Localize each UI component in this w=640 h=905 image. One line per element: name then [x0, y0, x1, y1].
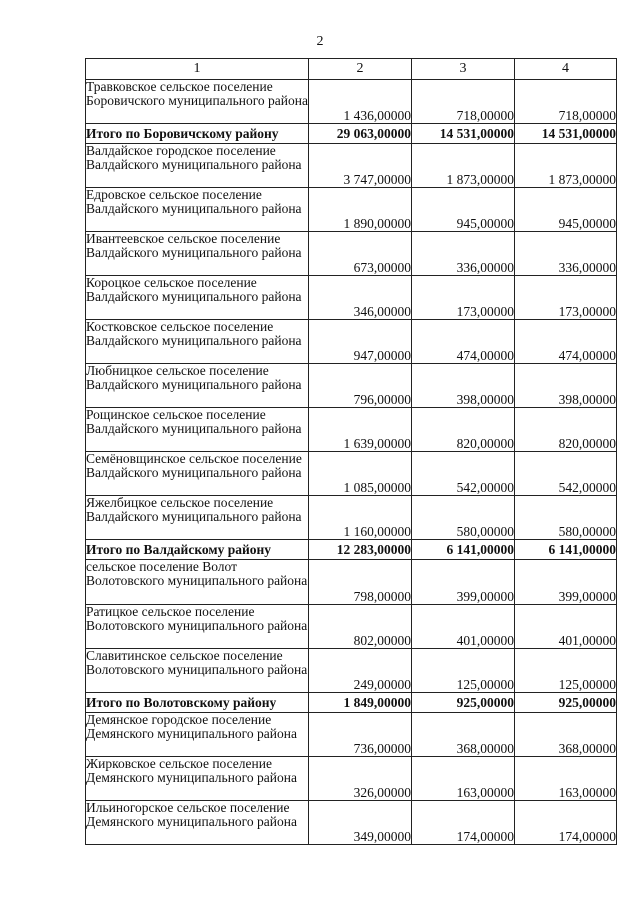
column-2-value-cell: 673,00000 — [309, 232, 412, 276]
settlement-name-cell: Костковское сельское поселение Валдайского муниципального района — [86, 320, 309, 364]
column-4-value-cell: 945,00000 — [515, 188, 617, 232]
column-2-value-cell: 1 160,00000 — [309, 496, 412, 540]
column-4-value-cell: 925,00000 — [515, 693, 617, 713]
table-row — [86, 496, 617, 540]
column-2-value-cell: 29 063,00000 — [309, 124, 412, 144]
table-body — [86, 80, 617, 845]
settlement-name-cell: Рощинское сельское поселение Валдайского муниципального района — [86, 408, 309, 452]
column-4-value-cell: 474,00000 — [515, 320, 617, 364]
column-2-value-cell: 1 085,00000 — [309, 452, 412, 496]
column-4-value-cell: 173,00000 — [515, 276, 617, 320]
column-2-value-cell: 736,00000 — [309, 713, 412, 757]
column-2-value-cell: 12 283,00000 — [309, 540, 412, 560]
settlement-name-cell: Ильиногорское сельское поселение Демянского муниципального района — [86, 801, 309, 845]
column-header-3: 3 — [412, 59, 515, 80]
column-3-value-cell: 6 141,00000 — [412, 540, 515, 560]
table-row — [86, 605, 617, 649]
column-3-value-cell: 820,00000 — [412, 408, 515, 452]
settlement-name-cell: Любницкое сельское поселение Валдайского муниципального района — [86, 364, 309, 408]
column-header-1: 1 — [86, 59, 309, 80]
column-4-value-cell: 14 531,00000 — [515, 124, 617, 144]
column-header-4: 4 — [515, 59, 617, 80]
settlement-name-cell: Итого по Валдайскому району — [86, 540, 309, 560]
column-4-value-cell: 398,00000 — [515, 364, 617, 408]
table-row — [86, 713, 617, 757]
table-row — [86, 452, 617, 496]
column-4-value-cell: 820,00000 — [515, 408, 617, 452]
settlement-name-cell: Итого по Боровичскому району — [86, 124, 309, 144]
settlement-name-cell: Травковское сельское поселение Боровичского муниципального района — [86, 80, 309, 124]
column-4-value-cell: 163,00000 — [515, 757, 617, 801]
column-2-value-cell: 326,00000 — [309, 757, 412, 801]
settlement-name-cell: Жирковское сельское поселение Демянского муниципального района — [86, 757, 309, 801]
column-4-value-cell: 6 141,00000 — [515, 540, 617, 560]
column-2-value-cell: 1 849,00000 — [309, 693, 412, 713]
table-total-row — [86, 693, 617, 713]
column-2-value-cell: 802,00000 — [309, 605, 412, 649]
column-3-value-cell: 401,00000 — [412, 605, 515, 649]
column-4-value-cell: 580,00000 — [515, 496, 617, 540]
column-3-value-cell: 368,00000 — [412, 713, 515, 757]
table-row — [86, 560, 617, 605]
column-4-value-cell: 399,00000 — [515, 560, 617, 605]
table-row — [86, 80, 617, 124]
column-4-value-cell: 174,00000 — [515, 801, 617, 845]
column-3-value-cell: 1 873,00000 — [412, 144, 515, 188]
table-row — [86, 232, 617, 276]
table-row — [86, 144, 617, 188]
table-total-row — [86, 124, 617, 144]
column-3-value-cell: 398,00000 — [412, 364, 515, 408]
settlement-name-cell: сельское поселение Волот Волотовского муниципального района — [86, 560, 309, 605]
column-3-value-cell: 174,00000 — [412, 801, 515, 845]
settlement-name-cell: Яжелбицкое сельское поселение Валдайского муниципального района — [86, 496, 309, 540]
settlement-name-cell: Итого по Волотовскому району — [86, 693, 309, 713]
column-2-value-cell: 349,00000 — [309, 801, 412, 845]
table-row — [86, 801, 617, 845]
column-2-value-cell: 1 436,00000 — [309, 80, 412, 124]
settlement-name-cell: Славитинское сельское поселение Волотовского муниципального района — [86, 649, 309, 693]
column-2-value-cell: 1 890,00000 — [309, 188, 412, 232]
column-4-value-cell: 368,00000 — [515, 713, 617, 757]
column-2-value-cell: 249,00000 — [309, 649, 412, 693]
column-3-value-cell: 163,00000 — [412, 757, 515, 801]
column-3-value-cell: 399,00000 — [412, 560, 515, 605]
allocation-table — [85, 58, 617, 845]
settlement-name-cell: Демянское городское поселение Демянского муниципального района — [86, 713, 309, 757]
column-3-value-cell: 718,00000 — [412, 80, 515, 124]
column-3-value-cell: 474,00000 — [412, 320, 515, 364]
column-3-value-cell: 580,00000 — [412, 496, 515, 540]
column-3-value-cell: 925,00000 — [412, 693, 515, 713]
table-row — [86, 320, 617, 364]
settlement-name-cell: Ратицкое сельское поселение Волотовского муниципального района — [86, 605, 309, 649]
header-row — [86, 59, 617, 80]
column-4-value-cell: 401,00000 — [515, 605, 617, 649]
column-3-value-cell: 14 531,00000 — [412, 124, 515, 144]
column-3-value-cell: 125,00000 — [412, 649, 515, 693]
column-2-value-cell: 1 639,00000 — [309, 408, 412, 452]
column-3-value-cell: 173,00000 — [412, 276, 515, 320]
column-3-value-cell: 542,00000 — [412, 452, 515, 496]
settlement-name-cell: Ивантеевское сельское поселение Валдайского муниципального района — [86, 232, 309, 276]
column-header-2: 2 — [309, 59, 412, 80]
column-4-value-cell: 336,00000 — [515, 232, 617, 276]
table-row — [86, 408, 617, 452]
column-4-value-cell: 542,00000 — [515, 452, 617, 496]
settlement-name-cell: Семёновщинское сельское поселение Валдайского муниципального района — [86, 452, 309, 496]
column-4-value-cell: 125,00000 — [515, 649, 617, 693]
column-4-value-cell: 1 873,00000 — [515, 144, 617, 188]
settlement-name-cell: Едровское сельское поселение Валдайского муниципального района — [86, 188, 309, 232]
column-2-value-cell: 346,00000 — [309, 276, 412, 320]
column-2-value-cell: 947,00000 — [309, 320, 412, 364]
settlement-name-cell: Короцкое сельское поселение Валдайского муниципального района — [86, 276, 309, 320]
settlement-name-cell: Валдайское городское поселение Валдайского муниципального района — [86, 144, 309, 188]
column-3-value-cell: 336,00000 — [412, 232, 515, 276]
table-row — [86, 276, 617, 320]
page-number: 2 — [316, 34, 324, 49]
table-row — [86, 364, 617, 408]
column-4-value-cell: 718,00000 — [515, 80, 617, 124]
column-2-value-cell: 798,00000 — [309, 560, 412, 605]
table-row — [86, 757, 617, 801]
table-row — [86, 649, 617, 693]
table-row — [86, 188, 617, 232]
column-2-value-cell: 796,00000 — [309, 364, 412, 408]
column-3-value-cell: 945,00000 — [412, 188, 515, 232]
table-total-row — [86, 540, 617, 560]
column-2-value-cell: 3 747,00000 — [309, 144, 412, 188]
